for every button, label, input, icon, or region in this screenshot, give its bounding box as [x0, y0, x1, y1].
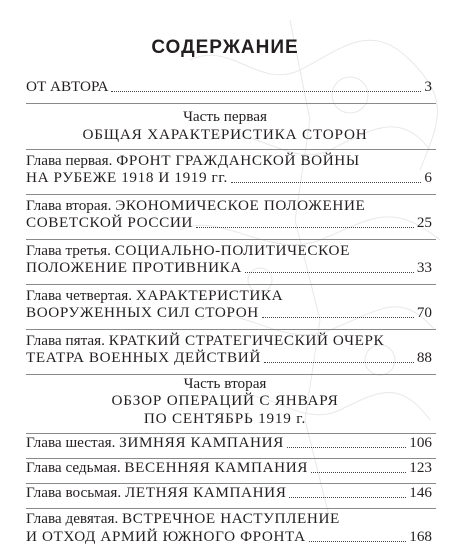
- part-label: Часть первая: [183, 108, 267, 125]
- chapter-title-cont: И ОТХОД АРМИЙ ЮЖНОГО ФРОНТА: [26, 528, 306, 545]
- chapter-title-cont: НА РУБЕЖЕ 1918 И 1919 гг.: [26, 169, 228, 186]
- dot-leader: [262, 317, 414, 318]
- toc-entry-chapter-4-cont[interactable]: [26, 302, 432, 324]
- page-number: 6: [424, 169, 432, 186]
- toc-entry-from-author[interactable]: [26, 76, 432, 98]
- chapter-title-cont: ВООРУЖЕННЫХ СИЛ СТОРОН: [26, 304, 259, 321]
- dot-leader: [111, 91, 421, 92]
- chapter-title-cont: ПОЛОЖЕНИЕ ПРОТИВНИКА: [26, 259, 242, 276]
- toc-entry-chapter-2-cont[interactable]: [26, 212, 432, 234]
- chapter-prefix: Глава пятая.: [26, 332, 105, 349]
- chapter-prefix: Глава вторая.: [26, 197, 112, 214]
- chapter-title: ВЕСЕННЯЯ КАМПАНИЯ: [124, 459, 309, 476]
- part-label: Часть вторая: [183, 375, 267, 392]
- chapter-title: СОЦИАЛЬНО-ПОЛИТИЧЕСКОЕ: [114, 242, 350, 259]
- dot-leader: [245, 272, 414, 273]
- chapter-title: ВСТРЕЧНОЕ НАСТУПЛЕНИЕ: [122, 510, 340, 527]
- dot-leader: [289, 497, 406, 498]
- chapter-prefix: Глава шестая.: [26, 434, 116, 451]
- page-number: 70: [416, 304, 432, 321]
- chapter-prefix: Глава девятая.: [26, 510, 119, 527]
- toc-entry-chapter-7[interactable]: [26, 457, 432, 479]
- page-title: СОДЕРЖАНИЕ: [151, 37, 299, 58]
- page-number: 25: [416, 214, 432, 231]
- chapter-title: ФРОНТ ГРАЖДАНСКОЙ ВОЙНЫ: [116, 152, 360, 169]
- chapter-title: ЭКОНОМИЧЕСКОЕ ПОЛОЖЕНИЕ: [115, 197, 366, 214]
- part-title: ОБЩАЯ ХАРАКТЕРИСТИКА СТОРОН: [82, 126, 368, 143]
- page-number: 33: [416, 259, 432, 276]
- toc-entry-chapter-1-cont[interactable]: [26, 167, 432, 189]
- chapter-prefix: Глава четвертая.: [26, 287, 133, 304]
- toc-entry-chapter-3-cont[interactable]: [26, 257, 432, 279]
- toc-entry-chapter-5-cont[interactable]: [26, 347, 432, 369]
- chapter-prefix: Глава восьмая.: [26, 484, 122, 501]
- page-number: 3: [424, 78, 432, 95]
- page-number: 123: [409, 459, 432, 476]
- chapter-title: КРАТКИЙ СТРАТЕГИЧЕСКИЙ ОЧЕРК: [108, 332, 385, 349]
- toc-entry-chapter-8[interactable]: [26, 482, 432, 504]
- part-title-line-2: ПО СЕНТЯБРЬ 1919 г.: [143, 410, 307, 427]
- page-number: 146: [409, 484, 432, 501]
- part-title-line-1: ОБЗОР ОПЕРАЦИЙ С ЯНВАРЯ: [111, 392, 339, 409]
- chapter-prefix: Глава седьмая.: [26, 459, 121, 476]
- dot-leader: [309, 541, 406, 542]
- chapter-prefix: Глава первая.: [26, 152, 113, 169]
- divider: [26, 103, 436, 104]
- dot-leader: [287, 447, 406, 448]
- chapter-prefix: Глава третья.: [26, 242, 111, 259]
- entry-title: ОТ АВТОРА: [26, 78, 109, 95]
- dot-leader: [311, 472, 406, 473]
- chapter-title-cont: ТЕАТРА ВОЕННЫХ ДЕЙСТВИЙ: [26, 349, 261, 366]
- page-number: 168: [409, 528, 432, 545]
- chapter-title-cont: СОВЕТСКОЙ РОССИИ: [26, 214, 193, 231]
- dot-leader: [264, 362, 414, 363]
- chapter-title: ХАРАКТЕРИСТИКА: [135, 287, 284, 304]
- page-number: 88: [416, 349, 432, 366]
- dot-leader: [231, 182, 422, 183]
- toc-entry-chapter-6[interactable]: [26, 432, 432, 454]
- toc-entry-chapter-9-cont[interactable]: [26, 526, 432, 548]
- dot-leader: [196, 227, 414, 228]
- chapter-title: ЗИМНЯЯ КАМПАНИЯ: [119, 434, 284, 451]
- page-number: 106: [409, 434, 432, 451]
- chapter-title: ЛЕТНЯЯ КАМПАНИЯ: [125, 484, 287, 501]
